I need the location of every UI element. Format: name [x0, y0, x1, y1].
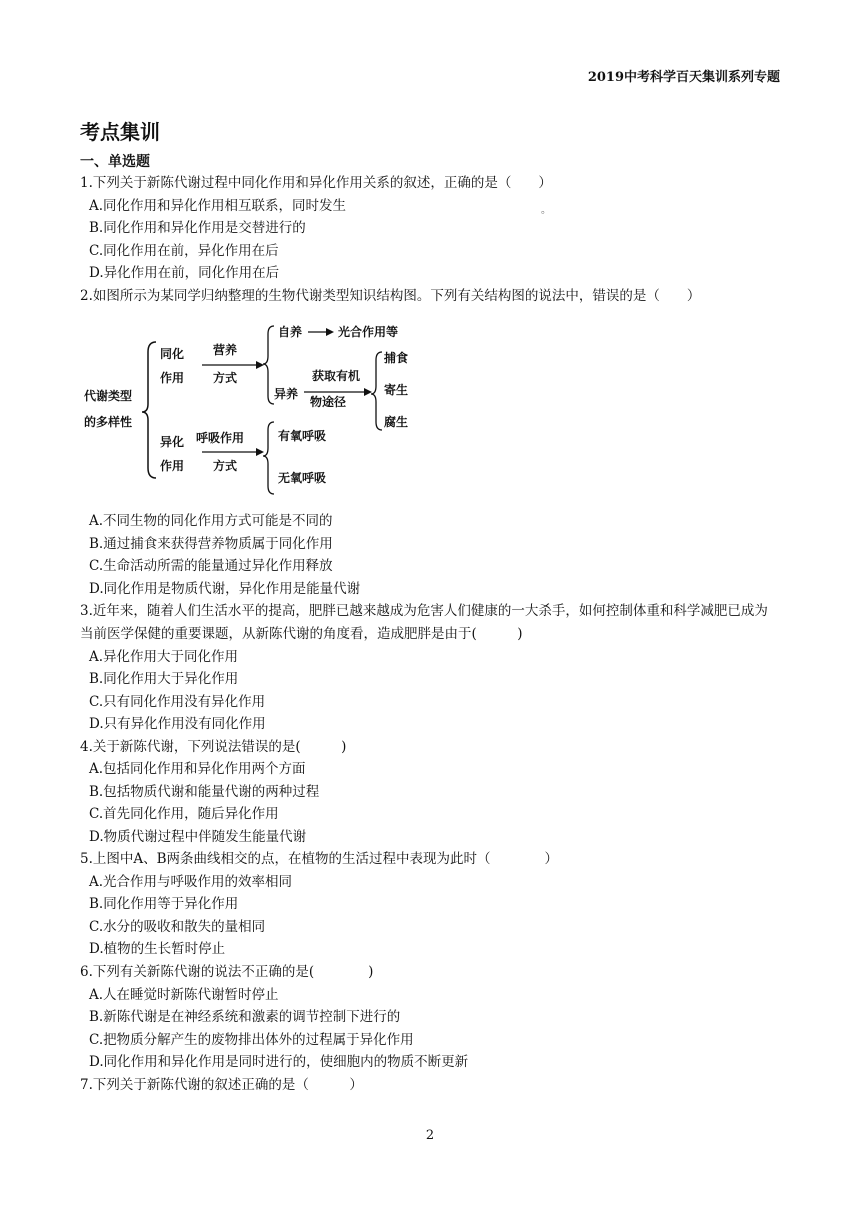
diagram-photosynthesis: 光合作用等: [338, 325, 399, 339]
diagram-arrow-label: 物途径: [310, 395, 347, 409]
option-a: A.人在睡觉时新陈代谢暂时停止: [89, 987, 279, 1003]
question-stem: 4.关于新陈代谢，下列说法错误的是( ): [80, 739, 347, 755]
page-number: 2: [425, 1128, 435, 1143]
diagram-heterotroph-type: 寄生: [384, 383, 409, 397]
option-c: C.只有同化作用没有异化作用: [89, 694, 266, 710]
question-stem: 6.下列有关新陈代谢的说法不正确的是( ): [80, 964, 374, 980]
diagram-arrow-label: 呼吸作用: [196, 431, 245, 445]
diagram-heterotroph-type: 捕食: [384, 351, 409, 365]
question-stem: 3.近年来，随着人们生活水平的提高，肥胖已越来越成为危害人们健康的一大杀手，如何控制体重和科学减肥已成为当前医学保健的重要课题，从新陈代谢的角度看，造成肥胖是由于( ): [80, 603, 768, 642]
option-b: B.同化作用等于异化作用: [89, 896, 239, 912]
option-c: C.把物质分解产生的废物排出体外的过程属于异化作用: [89, 1032, 414, 1048]
diagram-heterotroph: 异养: [274, 387, 299, 401]
option-d: D.只有异化作用没有同化作用: [89, 716, 266, 732]
diagram-assimilation: 作用: [160, 371, 185, 385]
option-b: B.新陈代谢是在神经系统和激素的调节控制下进行的: [89, 1009, 401, 1025]
question-stem: 5.上图中A、B两条曲线相交的点，在植物的生活过程中表现为此时（ ）: [80, 851, 559, 867]
option-b: B.同化作用和异化作用是交替进行的: [89, 220, 306, 236]
diagram-dissimilation: 异化: [160, 435, 185, 449]
option-d: D.同化作用和异化作用是同时进行的，使细胞内的物质不断更新: [89, 1054, 469, 1070]
diagram-assimilation: 同化: [160, 347, 185, 361]
question-stem: 2.如图所示为某同学归纳整理的生物代谢类型知识结构图。下列有关结构图的说法中，错误的是（ ）: [80, 288, 701, 304]
diagram-root: 代谢类型: [84, 389, 133, 403]
diagram-heterotroph-type: 腐生: [384, 415, 409, 429]
diagram-aerobic: 有氧呼吸: [278, 429, 327, 443]
option-b: B.通过捕食来获得营养物质属于同化作用: [89, 536, 333, 552]
diagram-anaerobic: 无氧呼吸: [278, 471, 327, 485]
diagram-arrow-label: 营养: [213, 343, 238, 357]
option-a: A.异化作用大于同化作用: [89, 649, 239, 665]
option-c: C.生命活动所需的能量通过异化作用释放: [89, 558, 333, 574]
section-title: 考点集训: [80, 120, 160, 144]
diagram-arrow-label: 方式: [213, 371, 238, 385]
question-stem: 1.下列关于新陈代谢过程中同化作用和异化作用关系的叙述，正确的是（ ）: [80, 175, 552, 191]
option-c: C.同化作用在前，异化作用在后: [89, 243, 279, 259]
option-a: A.不同生物的同化作用方式可能是不同的: [89, 513, 333, 529]
question-stem: 7.下列关于新陈代谢的叙述正确的是（ ）: [80, 1077, 363, 1093]
diagram-arrow-label: 获取有机: [312, 369, 361, 383]
option-d: D.植物的生长暂时停止: [89, 941, 226, 957]
option-d: D.同化作用是物质代谢，异化作用是能量代谢: [89, 581, 361, 597]
metabolism-structure-diagram: [80, 318, 420, 504]
diagram-autotroph: 自养: [278, 325, 303, 339]
stray-mark: 。: [541, 205, 551, 216]
option-d: D.异化作用在前，同化作用在后: [89, 265, 280, 281]
option-d: D.物质代谢过程中伴随发生能量代谢: [89, 829, 307, 845]
diagram-dissimilation: 作用: [160, 459, 185, 473]
diagram-arrow-label: 方式: [213, 459, 238, 473]
option-b: B.包括物质代谢和能量代谢的两种过程: [89, 784, 320, 800]
page-header: 2019中考科学百天集训系列专题: [587, 70, 780, 85]
option-a: A.光合作用与呼吸作用的效率相同: [89, 874, 293, 890]
option-a: A.同化作用和异化作用相互联系，同时发生: [89, 198, 347, 214]
question-type-heading: 一、单选题: [80, 154, 150, 170]
diagram-root: 的多样性: [84, 415, 133, 429]
option-c: C.首先同化作用，随后异化作用: [89, 806, 279, 822]
option-c: C.水分的吸收和散失的量相同: [89, 919, 266, 935]
option-b: B.同化作用大于异化作用: [89, 671, 239, 687]
option-a: A.包括同化作用和异化作用两个方面: [89, 761, 306, 777]
